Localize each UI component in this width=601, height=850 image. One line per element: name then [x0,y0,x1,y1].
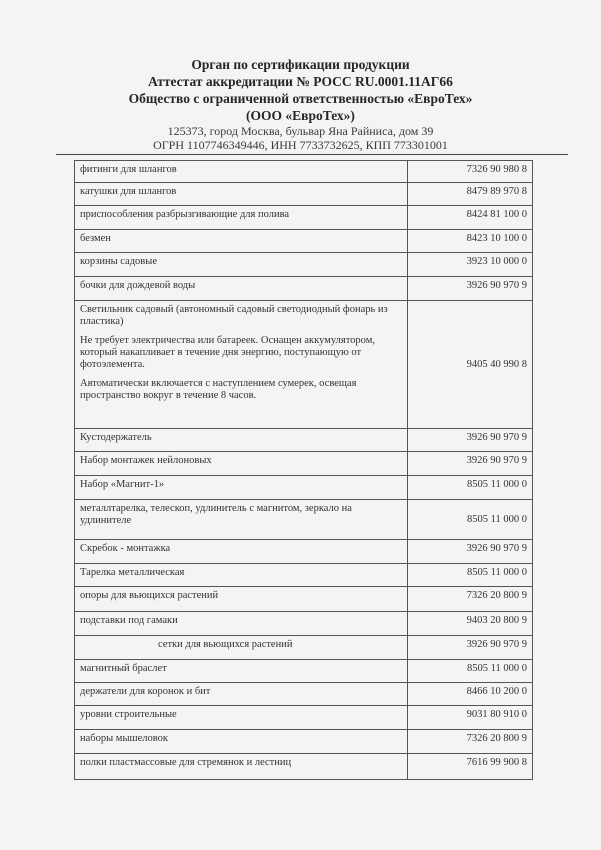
table-row [75,660,533,683]
table-row [75,540,533,564]
product-description: Не требует электричества или батареек. Оснащен аккумулятором, который накапливает в течение дня энергию, поступающую от фотоэлемента. [80,335,375,370]
hs-code: 3923 10 000 0 [408,253,533,277]
issuer-header [0,56,601,152]
table-row [75,730,533,754]
hs-code: 8424 81 100 0 [408,206,533,230]
hs-code: 7326 20 800 9 [408,730,533,754]
hs-code: 8479 89 970 8 [408,183,533,206]
hs-code: 8505 11 000 0 [408,660,533,683]
hs-code: 9031 80 910 0 [408,706,533,730]
product-name: корзины садовые [75,253,408,277]
hs-code: 9405 40 990 8 [408,301,533,429]
product-name: магнитный браслет [75,660,408,683]
table-row [75,277,533,301]
company-address: 125373, город Москва, бульвар Яна Райниса, дом 39 [167,124,434,138]
table-row [75,754,533,780]
table-row [75,706,533,730]
hs-code: 3926 90 970 9 [408,429,533,452]
table-row [75,587,533,612]
table-row [75,183,533,206]
table-row [75,301,533,429]
product-name: бочки для дождевой воды [75,277,408,301]
hs-code: 8505 11 000 0 [408,500,533,540]
company-full-name: Общество с ограниченной ответственностью «ЕвроТех» [128,91,473,106]
product-name: Скребок - монтажка [75,540,408,564]
hs-code: 7326 20 800 9 [408,587,533,612]
hs-code: 3926 90 970 9 [408,277,533,301]
goods-table [74,160,533,780]
product-name: Набор «Магнит-1» [75,476,408,500]
company-short-name: (ООО «ЕвроТех») [246,108,355,123]
hs-code: 9403 20 800 9 [408,612,533,636]
hs-code: 3926 90 970 9 [408,636,533,660]
product-name: наборы мышеловок [75,730,408,754]
product-name: фитинги для шлангов [75,161,408,183]
table-row [75,564,533,587]
product-name: металлтарелка, телескоп, удлинитель с магнитом, зеркало на удлинителе [75,500,408,540]
table-row [75,452,533,476]
product-name: Тарелка металлическая [75,564,408,587]
hs-code: 8466 10 200 0 [408,683,533,706]
table-row [75,206,533,230]
product-description: Автоматически включается с наступлением сумерек, освещая пространство вокруг в течение 8 часов. [80,378,357,401]
table-row [75,253,533,277]
product-name: приспособления разбрызгивающие для полива [75,206,408,230]
accreditation-certificate: Аттестат аккредитации № РОСС RU.0001.11АГ66 [148,74,453,89]
product-name: катушки для шлангов [75,183,408,206]
hs-code: 8505 11 000 0 [408,564,533,587]
product-name: Кустодержатель [75,429,408,452]
hs-code: 8423 10 100 0 [408,230,533,253]
hs-code: 7326 90 980 8 [408,161,533,183]
hs-code: 3926 90 970 9 [408,540,533,564]
table-row [75,636,533,660]
product-name: уровни строительные [75,706,408,730]
table-row [75,429,533,452]
product-name-cell [75,636,408,660]
product-name-block [75,301,408,429]
product-name: безмен [75,230,408,253]
product-name: сетки для вьющихся растений [158,639,293,650]
table-row [75,230,533,253]
hs-code: 8505 11 000 0 [408,476,533,500]
product-name: подставки под гамаки [75,612,408,636]
table-row [75,500,533,540]
product-name: Светильник садовый (автономный садовый светодиодный фонарь из пластика) [80,304,388,327]
table-row [75,612,533,636]
product-name: полки пластмассовые для стремянок и лестниц [75,754,408,780]
table-row [75,476,533,500]
product-name: Набор монтажек нейлоновых [75,452,408,476]
hs-code: 3926 90 970 9 [408,452,533,476]
product-name: держатели для коронок и бит [75,683,408,706]
table-row [75,161,533,183]
hs-code: 7616 99 900 8 [408,754,533,780]
table-row [75,683,533,706]
company-registration: ОГРН 1107746349446, ИНН 7733732625, КПП 773301001 [153,138,448,152]
issuer-title: Орган по сертификации продукции [191,57,410,72]
header-divider [56,154,568,155]
product-name: опоры для вьющихся растений [75,587,408,612]
